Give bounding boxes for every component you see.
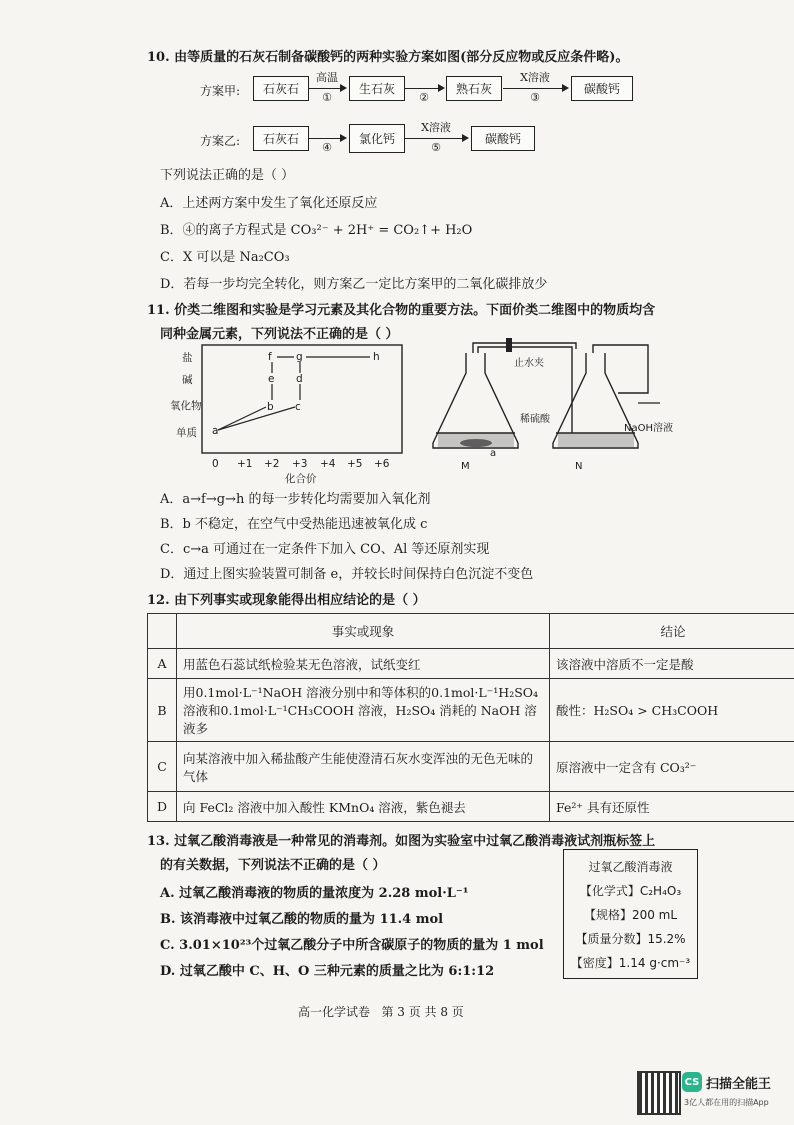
plan-a-box-limestone: 石灰石 [253,76,309,101]
row-conclusion: 原溶液中一定含有 CO₃²⁻ [550,742,794,792]
row-fact: 用0.1mol·L⁻¹NaOH 溶液分别中和等体积的0.1mol·L⁻¹H₂SO₄ 溶液和0.1mol·L⁻¹CH₃COOH 溶液，H₂SO₄ 消耗的 NaOH 溶液多 [177,679,550,742]
arrow-step5 [405,138,467,139]
table-header-row [148,614,794,649]
table-row [148,679,794,742]
x-tick-4: +4 [320,458,336,470]
stopcock-icon [506,338,512,352]
q11-stem-line1: 11. 价类二维图和实验是学习元素及其化合物的重要方法。下面价类二维图中的物质均含 [147,303,656,318]
q11-stem-line2: 同种金属元素，下列说法不正确的是（ ） [160,327,399,342]
clamp-label: 止水夹 [514,358,544,369]
point-d: d [296,373,303,385]
q12-stem: 12. 由下列事实或现象能得出相应结论的是（ ） [147,593,426,608]
reagent-formula: 【化学式】C₂H₄O₃ [579,884,682,898]
y-label-base: 碱 [182,374,193,386]
q10-option-c: C．X 可以是 Na₂CO₃ [160,250,290,265]
point-b: b [267,401,274,413]
header-conclusion: 结论 [550,614,794,649]
x-tick-1: +1 [237,458,253,470]
header-key [148,614,177,649]
x-tick-2: +2 [264,458,280,470]
q13-option-d: D. 过氧乙酸中 C、H、O 三种元素的质量之比为 6:1:12 [160,964,495,979]
table-row [148,742,794,792]
x-tick-3: +3 [292,458,308,470]
q13-option-c: C. 3.01×10²³个过氧乙酸分子中所含碳原子的物质的量为 1 mol [160,938,544,953]
point-g: g [296,351,303,363]
arrow-step1 [309,88,345,89]
step4-num: ④ [322,141,332,154]
x-tick-0: 0 [212,458,219,470]
row-fact: 用蓝色石蕊试纸检验某无色溶液，试纸变红 [177,649,550,679]
step3-cond: X溶液 [520,71,550,84]
plan-a-label: 方案甲: [200,84,241,98]
point-f: f [268,351,272,363]
step1-cond: 高温 [316,71,338,84]
apparatus-diagram [428,333,698,475]
scanner-tagline: 3亿人都在用的扫描App [684,1098,769,1107]
reagent-title: 过氧乙酸消毒液 [588,860,673,874]
x-axis-title: 化合价 [285,473,317,485]
q13-stem-line2: 的有关数据，下列说法不正确的是（ ） [160,858,386,873]
x-tick-5: +5 [347,458,363,470]
point-a: a [212,425,219,437]
acid-label: 稀硫酸 [520,414,550,425]
step1-num: ① [322,91,332,104]
reagent-spec: 【规格】200 mL [583,908,678,922]
row-key: B [148,679,177,742]
plan-b-label: 方案乙: [200,134,241,148]
q10-question: 下列说法正确的是（ ） [160,168,295,183]
naoh-label: NaOH溶液 [624,423,673,434]
y-label-oxide: 氧化物 [170,400,202,412]
header-fact: 事实或现象 [177,614,550,649]
q11-option-a: A．a→f→g→h 的每一步转化均需要加入氧化剂 [160,492,431,507]
q10-option-d: D．若每一步均完全转化，则方案乙一定比方案甲的二氧化碳排放少 [160,277,548,292]
plan-b-box-caco3: 碳酸钙 [471,126,535,151]
q13-option-a: A. 过氧乙酸消毒液的物质的量浓度为 2.28 mol·L⁻¹ [160,886,469,901]
reagent-fraction: 【质量分数】15.2% [575,932,686,946]
table-row [148,649,794,679]
q10-stem: 10. 由等质量的石灰石制备碳酸钙的两种实验方案如图(部分反应物或反应条件略)。 [147,50,629,65]
arrow-step3 [503,88,567,89]
row-conclusion: 该溶液中溶质不一定是酸 [550,649,794,679]
q11-option-c: C．c→a 可通过在一定条件下加入 CO、Al 等还原剂实现 [160,542,490,557]
point-c: c [295,401,301,413]
q12-table [147,613,794,822]
y-label-element: 单质 [176,427,197,439]
q10-option-a: A．上述两方案中发生了氧化还原反应 [160,196,378,211]
plan-b-box-cacl2: 氯化钙 [349,124,405,153]
point-h: h [373,351,380,363]
q11-option-d: D．通过上图实验装置可制备 e，并较长时间保持白色沉淀不变色 [160,567,534,582]
step5-num: ⑤ [431,141,441,154]
y-label-salt: 盐 [182,352,193,364]
reagent-label [563,849,698,979]
qr-code-icon [637,1071,681,1115]
scanner-badge-icon: CS [682,1072,702,1092]
row-key: A [148,649,177,679]
row-conclusion: 酸性：H₂SO₄ > CH₃COOH [550,679,794,742]
q10-option-b: B．④的离子方程式是 CO₃²⁻ + 2H⁺ = CO₂↑+ H₂O [160,223,473,238]
table-row [148,792,794,822]
plan-a-box-caco3: 碳酸钙 [571,76,633,101]
plan-a-box-quicklime: 生石灰 [349,76,405,101]
reagent-density: 【密度】1.14 g·cm⁻³ [570,956,691,970]
row-fact: 向 FeCl₂ 溶液中加入酸性 KMnO₄ 溶液，紫色褪去 [177,792,550,822]
scanner-brand: 扫描全能王 [706,1077,772,1092]
plan-a-box-slakedlime: 熟石灰 [446,76,502,101]
step5-cond: X溶液 [421,121,451,134]
row-key: C [148,742,177,792]
point-e: e [268,373,275,385]
page-footer: 高一化学试卷 第 3 页 共 8 页 [298,1005,464,1019]
step2-num: ② [419,91,429,104]
q11-option-b: B．b 不稳定，在空气中受热能迅速被氧化成 c [160,517,428,532]
q13-option-b: B. 该消毒液中过氧乙酸的物质的量为 11.4 mol [160,912,444,927]
step3-num: ③ [530,91,540,104]
x-tick-6: +6 [374,458,390,470]
row-fact: 向某溶液中加入稀盐酸产生能使澄清石灰水变浑浊的无色无味的气体 [177,742,550,792]
flask-m-label: M [461,461,470,472]
arrow-step2 [405,88,443,89]
arrow-step4 [309,138,345,139]
valence-class-graph [170,340,415,485]
row-key: D [148,792,177,822]
flask-n-label: N [575,461,583,472]
plan-b-box-limestone: 石灰石 [253,126,309,151]
q13-stem-line1: 13. 过氧乙酸消毒液是一种常见的消毒剂。如图为实验室中过氧乙酸消毒液试剂瓶标签上 [147,834,656,849]
row-conclusion: Fe²⁺ 具有还原性 [550,792,794,822]
solid-a-label: a [490,448,497,459]
